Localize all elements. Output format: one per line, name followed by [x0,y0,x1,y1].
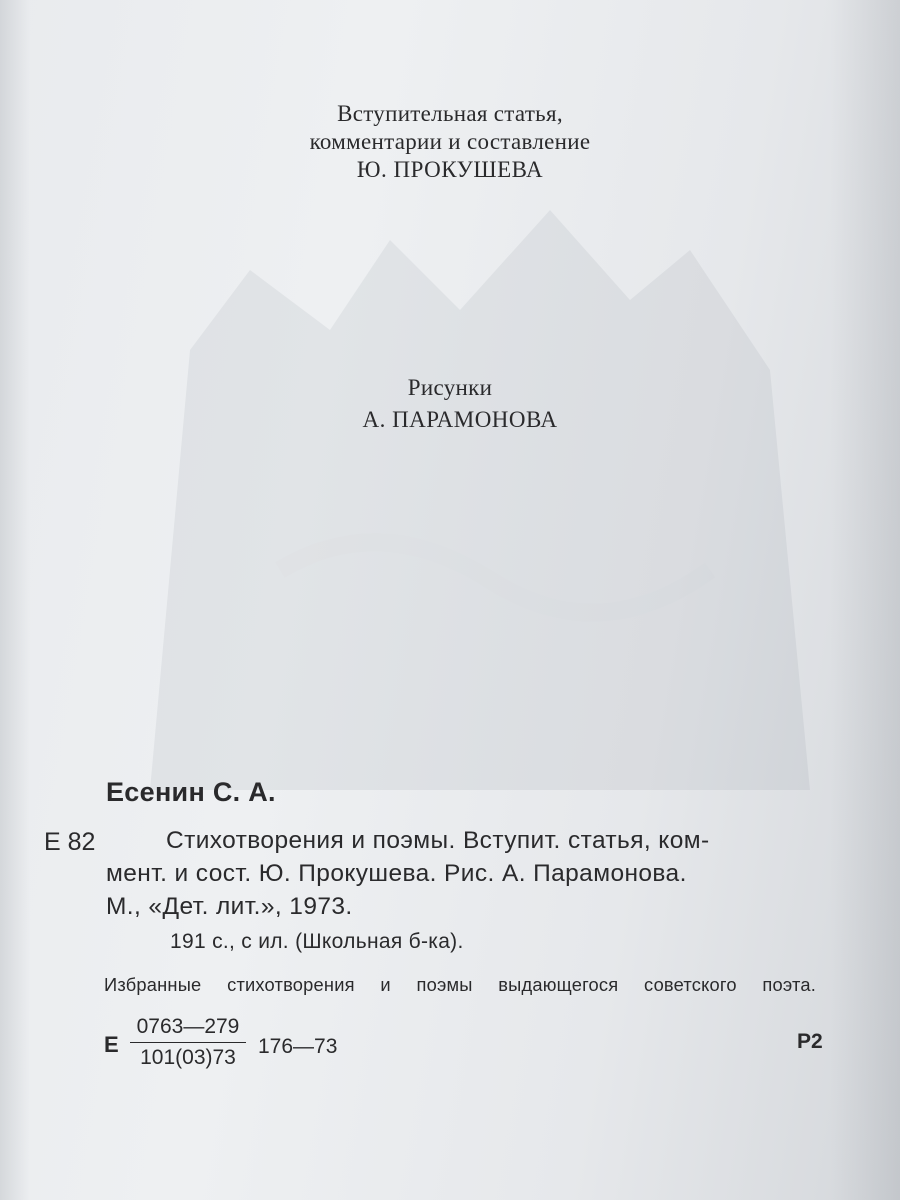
index-numerator: 0763—279 [130,1015,246,1043]
illustrations-label: Рисунки [407,375,493,400]
intro-credit-line-1: Вступительная статья, [337,101,563,126]
show-through-illustration [130,150,830,800]
order-number: 176—73 [258,1035,338,1058]
index-denominator: 101(03)73 [140,1046,236,1069]
shelf-mark: Е 82 [44,828,96,856]
description-line-3: М., «Дет. лит.», 1973. [106,893,353,920]
catalog-extent: 191 с., с ил. (Школьная б-ка). [170,930,464,953]
index-fraction [130,1015,246,1070]
illustration-credit [0,372,900,436]
catalog-author: Есенин С. А. [106,777,276,807]
index-letter: Е [104,1032,119,1057]
intro-credit [0,100,900,184]
illustrator-name: А. ПАРАМОНОВА [362,407,558,432]
editor-name: Ю. ПРОКУШЕВА [356,157,544,182]
price-code: Р2 [797,1030,823,1053]
description-line-1: Стихотворения и поэмы. Вступит. статья, ком- [166,827,710,854]
description-line-2: мент. и сост. Ю. Прокушева. Рис. А. Парамонова. [106,860,687,887]
catalog-annotation: Избранные стихотворения и поэмы выдающегося советского поэта. [104,974,816,995]
intro-credit-line-2: комментарии и составление [309,129,591,154]
catalog-description [106,824,816,923]
